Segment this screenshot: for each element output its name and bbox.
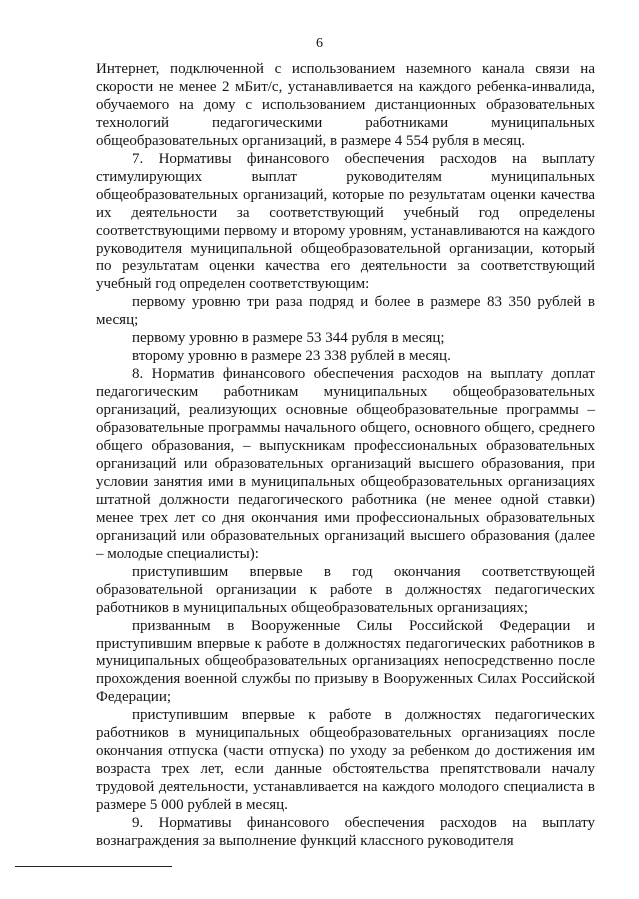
paragraph-8: 8. Норматив финансового обеспечения расходов на выплату доплат педагогическим работникам муниципальных общеобразовательных организаций, реализующих основные общеобразовательные программы – образовательные программы начального общего, основного общего, среднего общего образования, – выпускникам профессиональных образовательных организаций или образовательных организаций высшего образования, при условии занятия ими в муниципальных общеобразовательных организациях штатной должности педагогического работника (не менее одной ставки) менее трех лет со дня окончания ими профессиональных образовательных организаций или образовательных организаций высшего образования (далее – молодые специалисты): [96, 366, 595, 562]
document-body [96, 61, 595, 851]
list-item-after-parental-leave: приступившим впервые к работе в должностях педагогических работников в муниципальных общеобразовательных организациях после окончания отпуска (части отпуска) по уходу за ребенком до достижения им возраста трех лет, если данные обстоятельства препятствовали началу трудовой деятельности, устанавливается на каждого молодого специалиста в размере 5 000 рублей в месяц. [96, 707, 595, 814]
list-item-first-level-three-times: первому уровню три раза подряд и более в размере 83 350 рублей в месяц; [96, 294, 595, 329]
paragraph-7: 7. Нормативы финансового обеспечения расходов на выплату стимулирующих выплат руководителям муниципальных общеобразовательных организаций, которые по результатам оценки качества их деятельности за соответствующий учебный год определены соответствующими первому и второму уровням, устанавливаются на каждого руководителя муниципальной общеобразовательной организации, который по результатам оценки качества его деятельности за соответствующий учебный год определен соответствующим: [96, 150, 595, 293]
list-item-second-level: второму уровню в размере 23 338 рублей в месяц. [132, 348, 451, 365]
paragraph-9: 9. Нормативы финансового обеспечения расходов на выплату вознаграждения за выполнение функций классного руководителя [96, 815, 595, 849]
list-item-first-level: первому уровню в размере 53 344 рубля в месяц; [132, 330, 445, 347]
page-number: 6 [316, 36, 323, 51]
list-item-graduates-first-job: приступившим впервые в год окончания соответствующей образовательной организации к работе в должностях педагогических работников в муниципальных общеобразовательных организациях; [96, 563, 595, 616]
paragraph-internet-continuation: Интернет, подключенной с использованием наземного канала связи на скорости не менее 2 мБит/с, устанавливается на каждого ребенка-инвалида, обучаемого на дому с использованием дистанционных образовательных технологий педагогическими работниками муниципальных общеобразовательных организаций, в размере 4 554 рубля в месяц. [96, 61, 595, 149]
footnote-separator [15, 866, 172, 867]
list-item-after-military-service: призванным в Вооруженные Силы Российской Федерации и приступившим впервые к работе в должностях педагогических работников в муниципальных общеобразовательных организациях непосредственно после прохождения военной службы по призыву в Вооруженных Силах Российской Федерации; [96, 617, 595, 706]
